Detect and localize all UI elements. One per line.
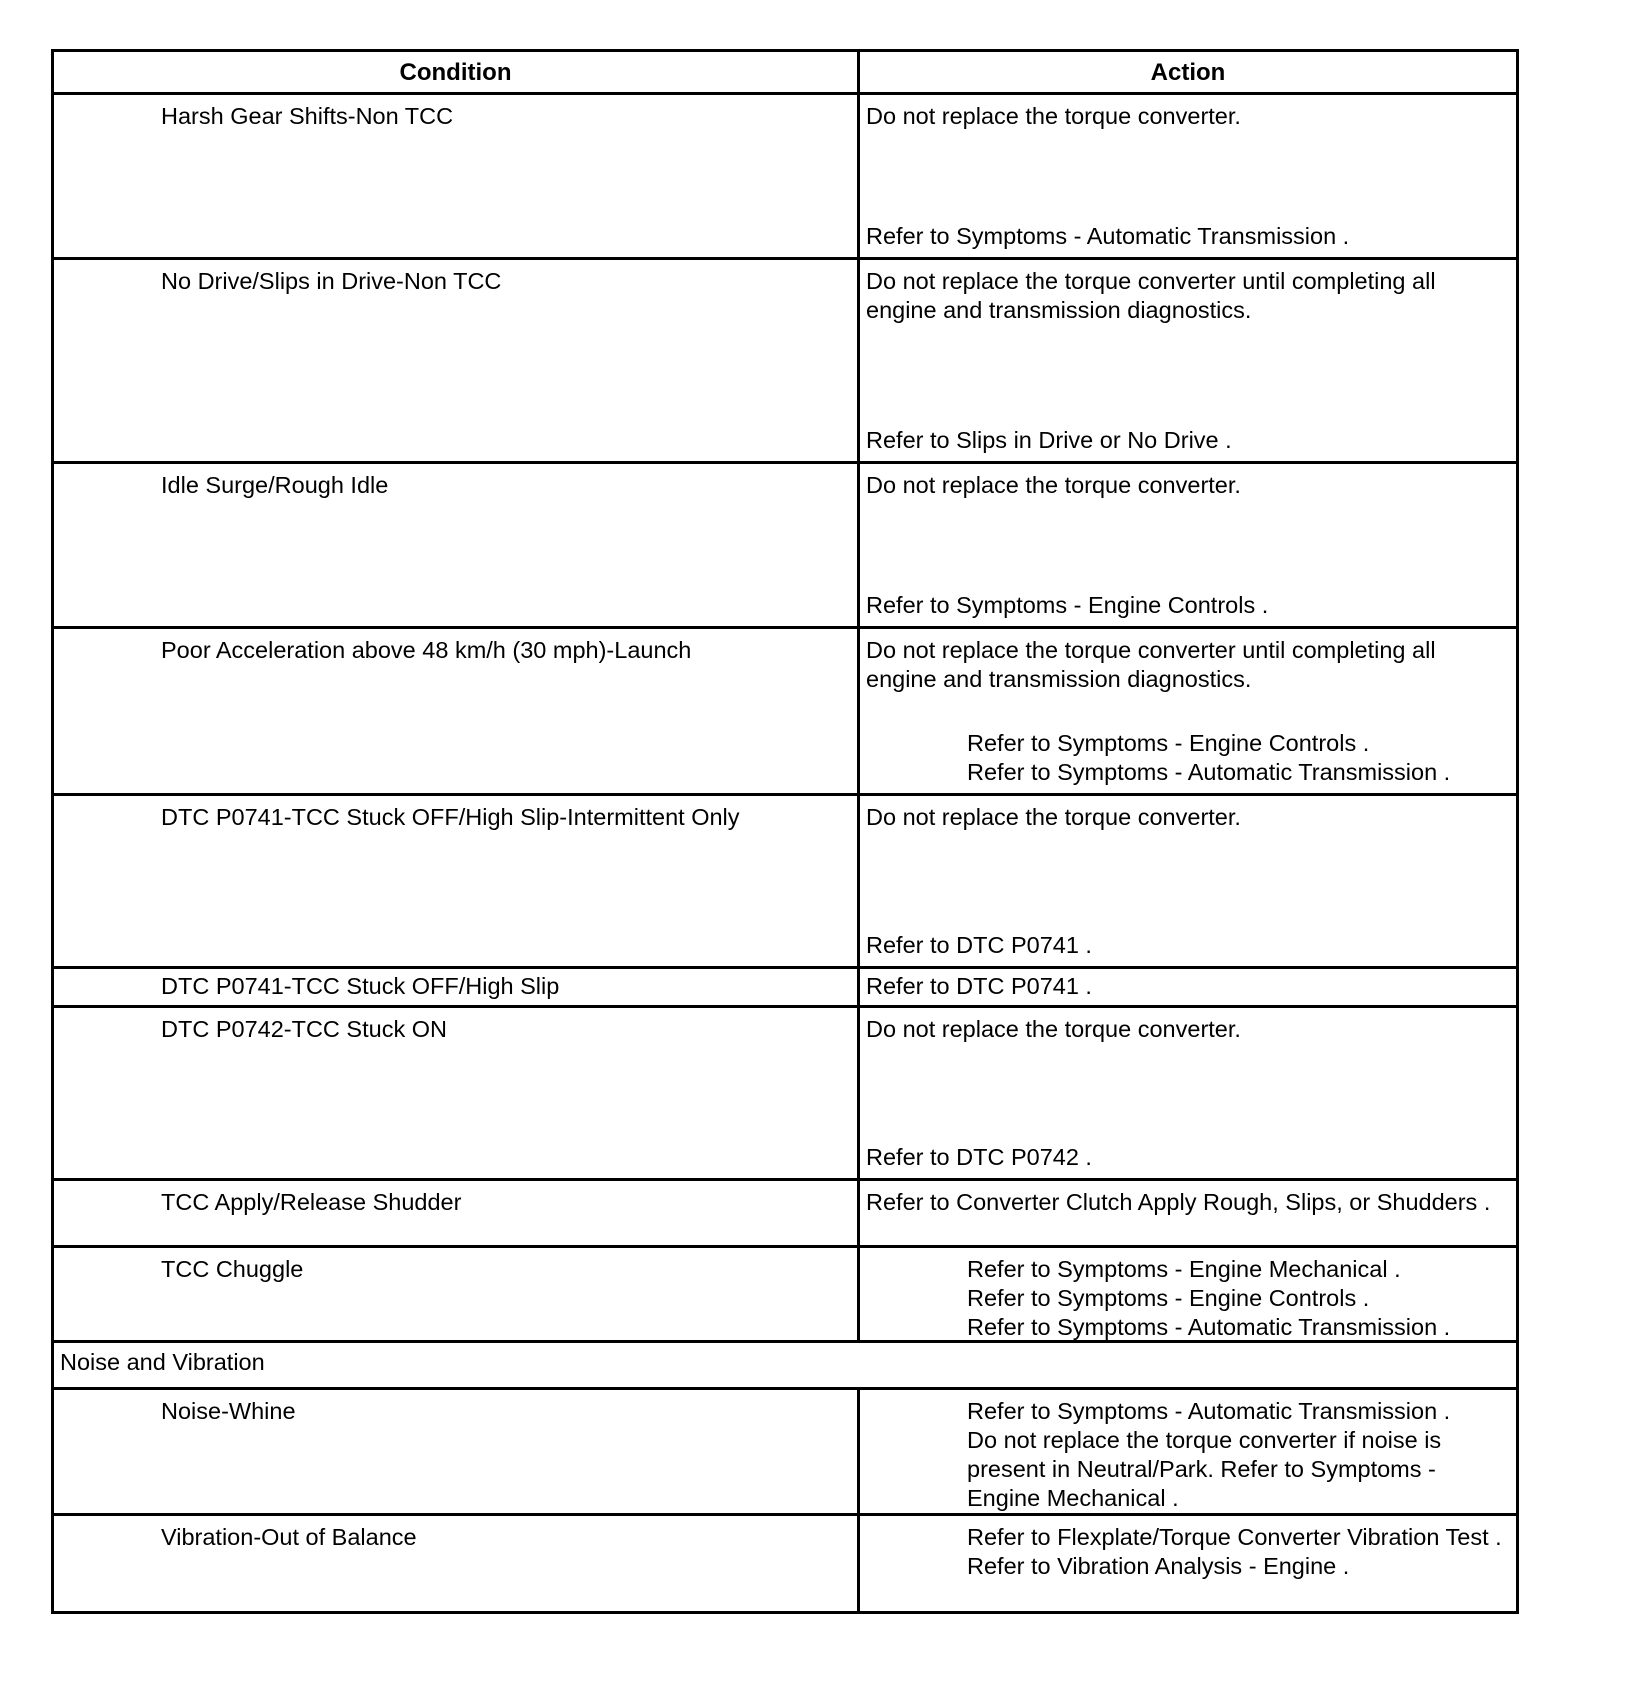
action-reference-list <box>866 1255 1506 1342</box>
action-cell <box>859 463 1518 628</box>
condition-text: No Drive/Slips in Drive-Non TCC <box>161 268 502 294</box>
table-row <box>53 1007 1518 1180</box>
action-reference: Refer to Slips in Drive or No Drive . <box>866 427 1232 453</box>
action-text: Do not replace the torque converter. <box>866 472 1241 498</box>
action-cell <box>859 1180 1518 1247</box>
action-reference: Refer to Symptoms - Engine Controls . <box>866 592 1269 618</box>
action-reference: Refer to Symptoms - Automatic Transmission . <box>967 759 1451 785</box>
action-cell <box>859 1247 1518 1342</box>
condition-cell <box>53 1180 859 1247</box>
action-reference: Refer to Symptoms - Engine Controls . <box>967 730 1370 756</box>
action-reference: Refer to Symptoms - Engine Controls . <box>967 1285 1370 1311</box>
header-action: Action <box>859 51 1518 94</box>
action-cell <box>859 1389 1518 1515</box>
condition-text: Poor Acceleration above 48 km/h (30 mph)-Launch <box>161 637 692 663</box>
table-row <box>53 795 1518 968</box>
action-reference: Refer to DTC P0741 . <box>866 973 1092 999</box>
condition-cell <box>53 628 859 795</box>
action-reference: Refer to Symptoms - Automatic Transmission . <box>967 1314 1451 1340</box>
condition-cell <box>53 259 859 463</box>
condition-text: DTC P0742-TCC Stuck ON <box>161 1016 447 1042</box>
action-reference: Refer to Symptoms - Automatic Transmission . <box>967 1398 1451 1424</box>
header-condition: Condition <box>53 51 859 94</box>
action-reference: Refer to Converter Clutch Apply Rough, Slips, or Shudders . <box>866 1189 1491 1215</box>
condition-cell <box>53 94 859 259</box>
condition-text: Noise-Whine <box>161 1398 296 1424</box>
table-row <box>53 1515 1518 1613</box>
condition-text: Idle Surge/Rough Idle <box>161 472 389 498</box>
action-reference-list <box>866 1523 1506 1581</box>
action-cell <box>859 795 1518 968</box>
table-row <box>53 94 1518 259</box>
condition-text: Vibration-Out of Balance <box>161 1524 417 1550</box>
action-reference: Refer to Symptoms - Engine Mechanical . <box>967 1256 1401 1282</box>
condition-cell <box>53 1515 859 1613</box>
action-cell <box>859 94 1518 259</box>
condition-text: DTC P0741-TCC Stuck OFF/High Slip-Intermittent Only <box>161 804 740 830</box>
header-row <box>53 51 1518 94</box>
action-reference: Refer to Vibration Analysis - Engine . <box>967 1553 1350 1579</box>
condition-cell <box>53 463 859 628</box>
action-reference: Refer to Symptoms - Automatic Transmission . <box>866 223 1350 249</box>
table-row <box>53 1389 1518 1515</box>
section-row <box>53 1342 1518 1389</box>
condition-cell <box>53 1247 859 1342</box>
condition-cell <box>53 968 859 1007</box>
action-cell <box>859 1515 1518 1613</box>
condition-text: TCC Chuggle <box>161 1256 304 1282</box>
action-text: Do not replace the torque converter. <box>866 103 1241 129</box>
table-row <box>53 968 1518 1007</box>
table-row <box>53 628 1518 795</box>
table-row <box>53 1180 1518 1247</box>
action-cell <box>859 628 1518 795</box>
action-cell <box>859 259 1518 463</box>
diagnostic-table <box>51 49 1519 1614</box>
action-text: Do not replace the torque converter. <box>866 1016 1241 1042</box>
action-reference: Refer to DTC P0741 . <box>866 932 1092 958</box>
condition-text: Harsh Gear Shifts-Non TCC <box>161 103 454 129</box>
action-text: Do not replace the torque converter. <box>866 804 1241 830</box>
condition-cell <box>53 795 859 968</box>
action-cell <box>859 968 1518 1007</box>
action-text: Do not replace the torque converter if noise is present in Neutral/Park. Refer to Symptoms - Engine Mechanical . <box>967 1427 1442 1511</box>
action-reference-list <box>866 729 1506 787</box>
action-reference: Refer to DTC P0742 . <box>866 1144 1092 1170</box>
table-row <box>53 259 1518 463</box>
condition-cell <box>53 1007 859 1180</box>
action-reference-list <box>866 1397 1506 1513</box>
action-cell <box>859 1007 1518 1180</box>
section-title: Noise and Vibration <box>53 1342 1518 1389</box>
action-text: Do not replace the torque converter until completing all engine and transmission diagnostics. <box>866 268 1436 323</box>
condition-text: DTC P0741-TCC Stuck OFF/High Slip <box>161 973 560 999</box>
table-row <box>53 463 1518 628</box>
action-text: Do not replace the torque converter until completing all engine and transmission diagnostics. <box>866 637 1436 692</box>
action-reference: Refer to Flexplate/Torque Converter Vibration Test . <box>967 1524 1502 1550</box>
table-row <box>53 1247 1518 1342</box>
condition-cell <box>53 1389 859 1515</box>
condition-text: TCC Apply/Release Shudder <box>161 1189 462 1215</box>
